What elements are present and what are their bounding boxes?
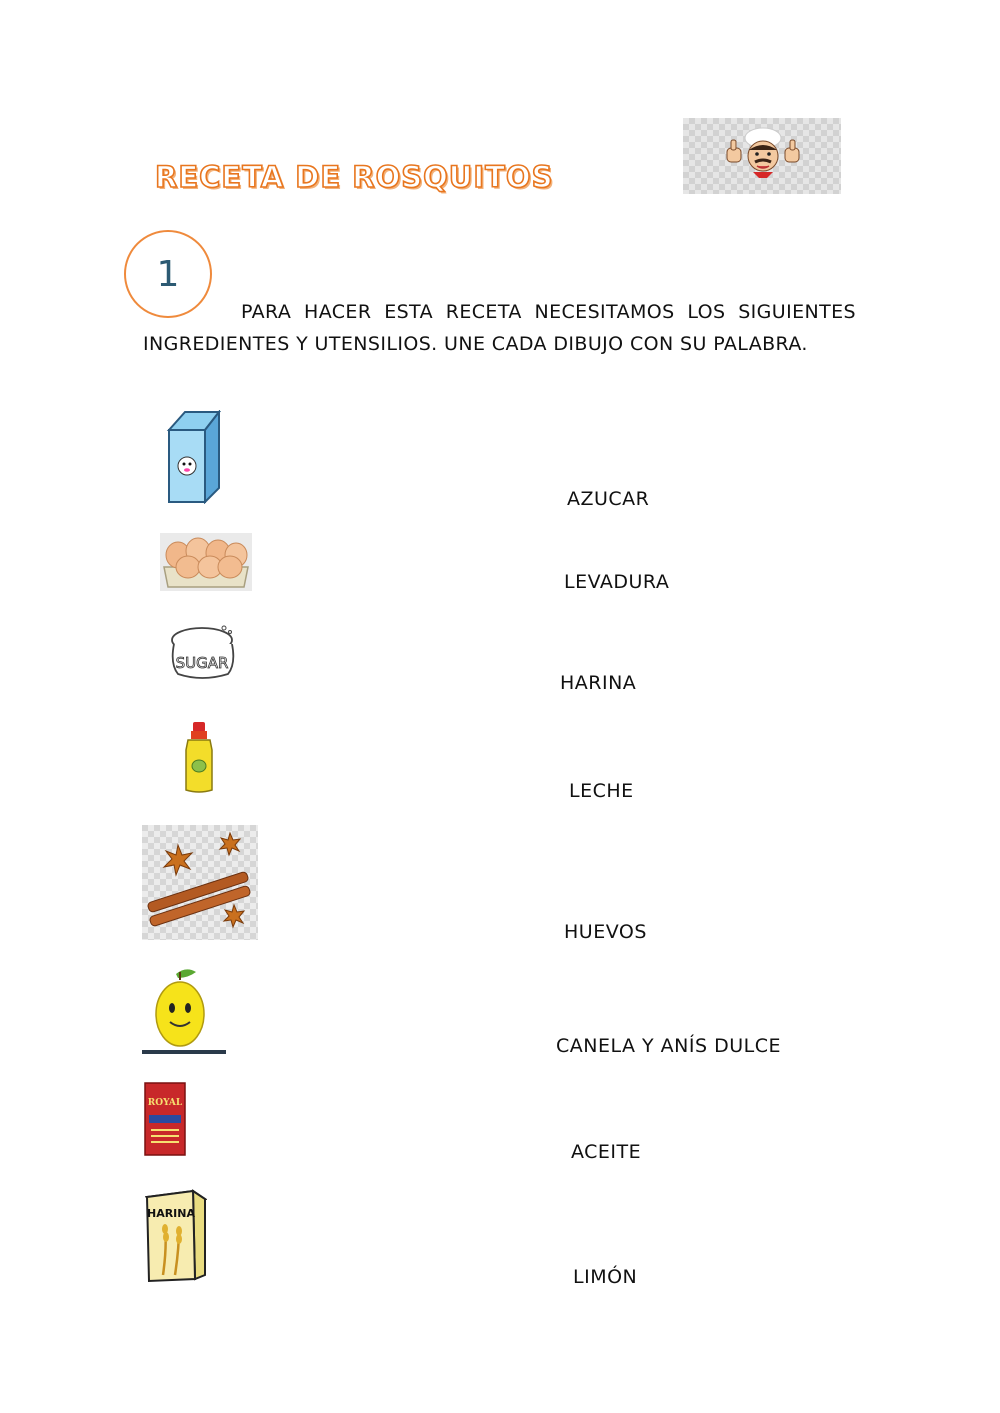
milk-carton-image xyxy=(163,410,223,504)
baking-powder-image xyxy=(143,1081,189,1157)
egg-carton-image xyxy=(160,533,252,591)
step-number: 1 xyxy=(156,253,180,295)
sugar-bowl-image xyxy=(166,622,240,682)
flour-bag-label: HARINA xyxy=(146,1207,196,1220)
page-title: RECETA DE ROSQUITOS xyxy=(155,160,554,194)
lemon-image xyxy=(142,966,226,1054)
word-levadura: LEVADURA xyxy=(564,571,670,593)
word-aceite: ACEITE xyxy=(571,1141,642,1163)
instructions-text: PARA HACER ESTA RECETA NECESITAMOS LOS SIGUIENTES INGREDIENTES Y UTENSILIOS. UNE CADA DIBUJO CON SU PALABRA. xyxy=(143,301,856,355)
oil-bottle-image xyxy=(182,722,216,794)
word-limon: LIMÓN xyxy=(573,1266,638,1288)
cinnamon-and-anise-image xyxy=(142,825,258,940)
word-harina: HARINA xyxy=(560,672,637,694)
word-leche: LECHE xyxy=(569,780,634,802)
sugar-label: SUGAR xyxy=(175,654,229,672)
baking-powder-label: ROYAL xyxy=(147,1098,183,1108)
word-canela-y-anis-dulce: CANELA Y ANÍS DULCE xyxy=(556,1035,781,1057)
flour-bag-image xyxy=(145,1187,207,1283)
word-huevos: HUEVOS xyxy=(564,921,647,943)
chef-image xyxy=(683,118,841,194)
word-azucar: AZUCAR xyxy=(567,488,650,510)
